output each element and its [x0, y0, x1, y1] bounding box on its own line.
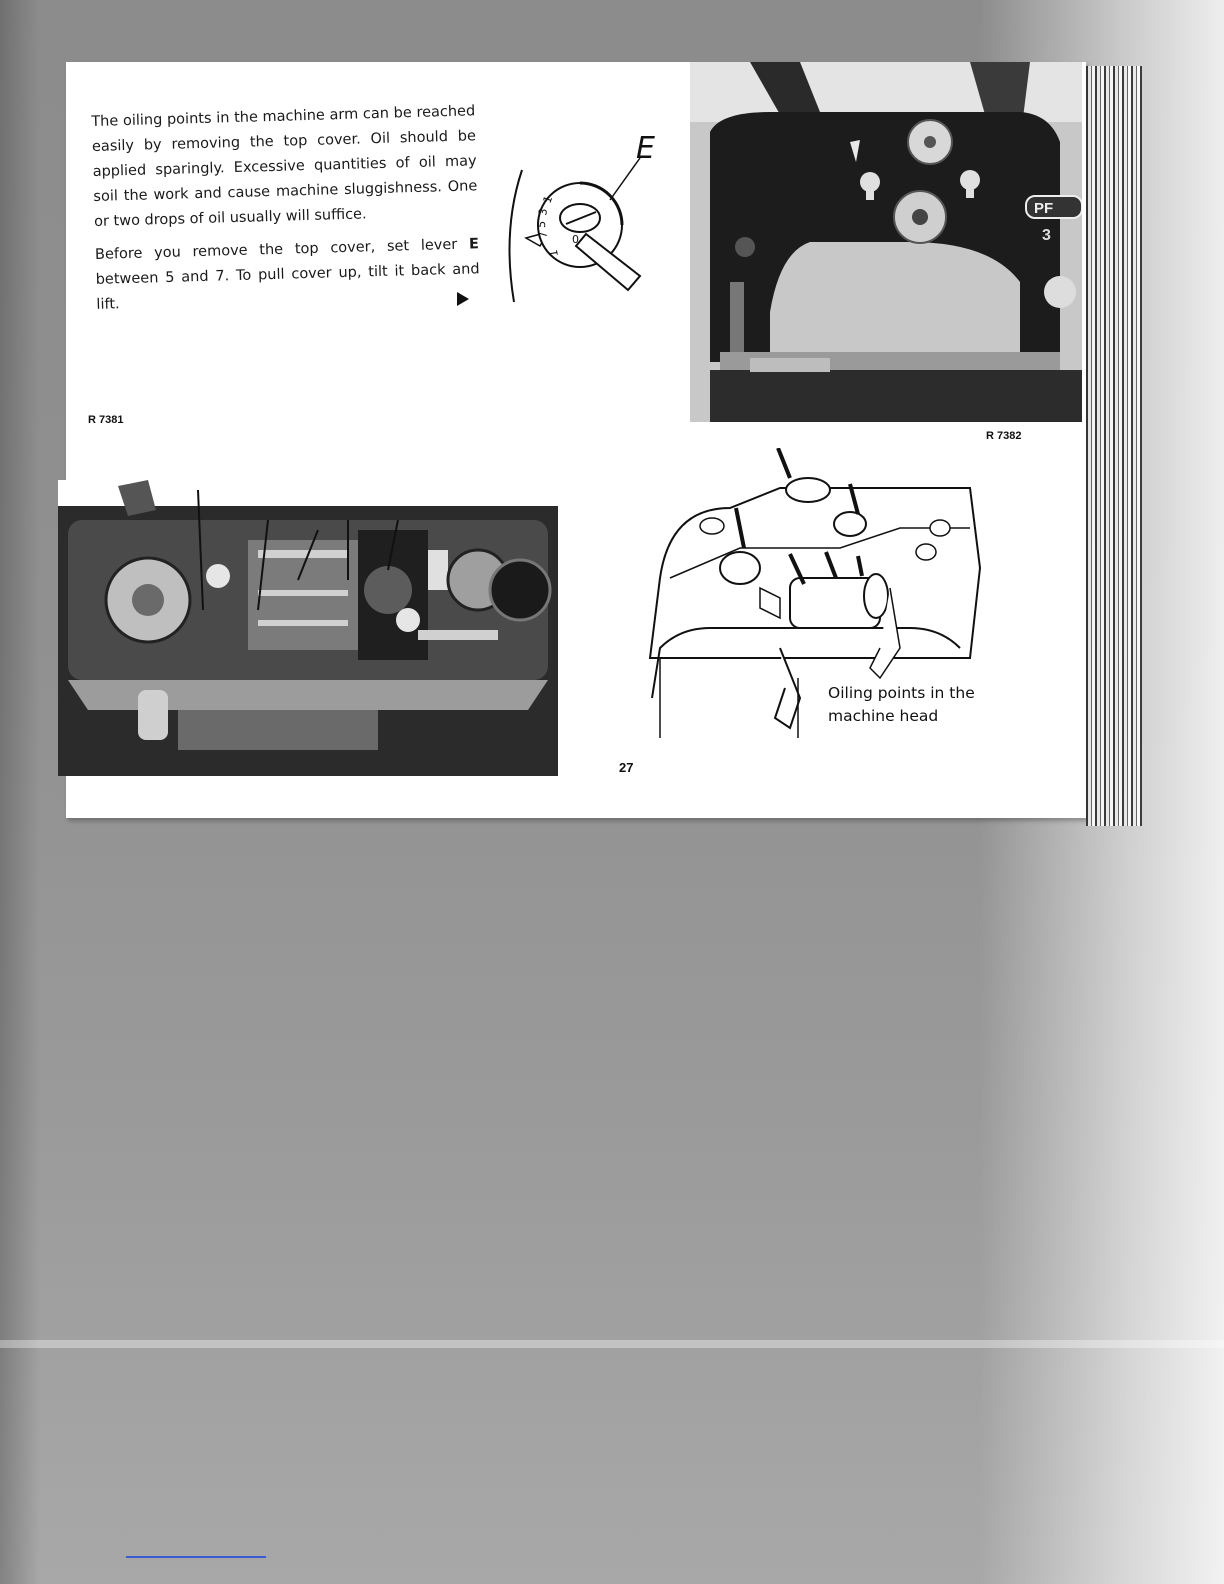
caption-line-2: machine head — [828, 707, 939, 725]
dial-number-7: 7 — [536, 230, 550, 239]
dial-number-3: 3 — [536, 207, 551, 217]
book-page-edges — [1086, 66, 1142, 826]
paragraph-top-cover — [95, 232, 481, 318]
bottom-rule — [126, 1556, 266, 1558]
machine-arm-interior-photo — [58, 480, 560, 776]
lever-dial-diagram — [500, 130, 690, 310]
lever-e-reference: E — [468, 236, 480, 253]
dial-number-5: 5 — [535, 220, 549, 229]
paragraph-oiling-points: The oiling points in the machine arm can be reached easily by removing the top cover. Oil should be applied sparingly. Excessive quantities of oil may soil the work and cause machine sluggishness. One or two drops of oil usually will suffice. — [91, 103, 478, 230]
lever-e-label: E — [636, 131, 655, 166]
dial-number-1b: 1 — [546, 248, 561, 258]
model-badge-digit: 3 — [1042, 227, 1051, 244]
paragraph-top-cover-start: Before you remove the top cover, set lever — [94, 236, 470, 263]
dial-number-0: 0 — [572, 233, 579, 246]
continue-arrow-icon — [457, 292, 469, 306]
scan-band — [0, 1340, 1224, 1348]
figure-label-right: R 7382 — [986, 430, 1022, 442]
sewing-machine-photo — [690, 62, 1082, 422]
paragraph-top-cover-end: between 5 and 7. To pull cover up, tilt it back and lift. — [95, 261, 480, 313]
caption-line-1: Oiling points in the — [828, 684, 975, 702]
brand-badge-text: PF — [1034, 200, 1054, 217]
intro-text-block — [91, 99, 481, 326]
page-number: 27 — [619, 760, 634, 775]
figure-label-left: R 7381 — [88, 414, 124, 426]
dial-number-1: 1 — [540, 194, 556, 206]
caption-oiling-points — [826, 682, 977, 728]
